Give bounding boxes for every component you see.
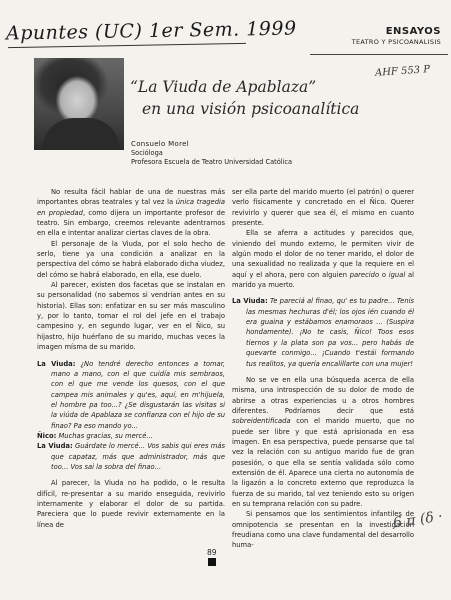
page-number: 89 (207, 548, 217, 557)
dialogue-line: La Viuda: Te pareciá al finao, qu' es tu padre... Tenís las mesmas hechuras d'él; los ojos ién cuando él era guaina y estábamos enamoraos ... (Suspira hondamente). ¡No te casis, Ñico! Toos esos tiernos y la plata son pa vos... pero habás de quevarte conmigo... ¡Cuando t'estái formando tus realitos, ya quería encalillarte con una mujer! (232, 297, 414, 368)
article-title (130, 76, 370, 120)
section-title: ENSAYOS (385, 26, 441, 37)
paragraph: ser ella parte del marido muerto (el patrón) o querer verlo físicamente y concretado en el Ñico. Querer revivirlo y querer que sea él, el mismo en cuanto presente. (232, 188, 414, 228)
paragraph: Si pensamos que los sentimientos infantiles de omnipotencia se presentan en la investigación freudiana como una clave fundamental del desarrollo huma- (232, 510, 414, 550)
author-name: Consuelo Morel (131, 140, 189, 148)
paragraph: Al parecer, la Viuda no ha podido, o le resulta difícil, re-presentar a su marido enseguida, revivirlo internamente y elaborar el dolor de su partida. Pareciera que lo puede revivir externamente en la línea de (37, 479, 225, 529)
text-column-right (232, 187, 414, 551)
section-subtitle: TEATRO Y PSICOANALISIS (351, 38, 441, 46)
section-heading (352, 26, 441, 46)
dialogue-line: La Viuda: Guárdate lo mercé... Vos sabis qui eres más que capataz, más que administrador, más que too... Vos sai la sobra del finao... (37, 442, 225, 471)
paragraph: Al parecer, existen dos facetas que se instalan en su personalidad (no sabemos si vendrían antes en su historia). Ellas son: enfatizar en su ser más masculino y, por lo tanto, tomar el rol del jefe en el trabajo campesino y, en segundo lugar, ver en el Ñico, su hijastro, hijo huérfano de su marido, muchas veces la imagen mísma de su marido. (37, 281, 225, 352)
author-block (131, 140, 292, 167)
side-scribble: 6 π (δ · (392, 508, 444, 532)
author-affiliation: Profesora Escuela de Teatro Universidad Católica (131, 158, 293, 166)
dialogue-line: La Viuda: ¿No tendré derecho entonces a tomar, mano a mano, con el que cuidía mis sembraos, con el que me vende los quesos, con el que campea mis animales y qu'es, aquí, en m'hijuela, el hombre pa too...? ¿Se disgustarán las visitas si la viúda de Apablaza se confianza con el hijo de su finao? Pa eso mando yo... (37, 359, 225, 430)
section-divider (310, 54, 448, 55)
paragraph: Ella se aferra a actitudes y parecidos que, viniendo del mundo externo, le permiten vivir de algún modo el dolor de no tener marido, el dolor de una sexualidad no realizada y que la requiere en el aquí y el ahora, pero con alguien parecido o igual al marido ya muerto. (232, 229, 414, 290)
paragraph: No se ve en ella una búsqueda acerca de ella misma, una introspección de su dolor de modo de abrirse a otras experiencias u a otros hombres diferentes. Podríamos decir que está sobreidentificada con el marido muerto, que no puede ser libre y que está aprisionada en esa imagen. En esa perspectiva, puede pensarse que tal vez la relación con su antiguo marido fue de gran posesión, o que ella se sentía validada sólo como extensión de él. Aparece una cierta no autonomía de la ligazón a lo concreto externo que reproduzca la fuerza de su marido, tal vez teniendo esto su origen en su temprana relación con su padre. (232, 375, 414, 508)
paragraph: El personaje de la Viuda, por el solo hecho de serlo, tiene ya una condición a analizar en la perspectiva del cómo se habrá elaborado dicha viudez, del cómo se habrá elaborado, en ella, ese duelo. (37, 239, 225, 279)
page-marker (208, 558, 216, 566)
margin-note: AHF 553 P (374, 64, 431, 79)
article-title-line-2: en una visión psicoanalítica (142, 100, 360, 118)
text-column-left (37, 187, 225, 530)
paragraph: No resulta fácil hablar de una de nuestras más importantes obras teatrales y tal vez la única tragedia en propiedad, como dijera un importante profesor de teatro. Sin embargo, creemos relevante adentrarnos en ella e intentar analizar ciertas claves de la obra. (37, 188, 225, 238)
handwritten-header-note: Apuntes (UC) 1er Sem. 1999 (5, 17, 297, 45)
article-title-line-1: “La Viuda de Apablaza” (130, 78, 317, 96)
author-role: Socióloga (131, 149, 163, 157)
dialogue-line: Ñico: Muchas gracias, su mercé... (37, 431, 153, 440)
author-photo (34, 58, 124, 150)
